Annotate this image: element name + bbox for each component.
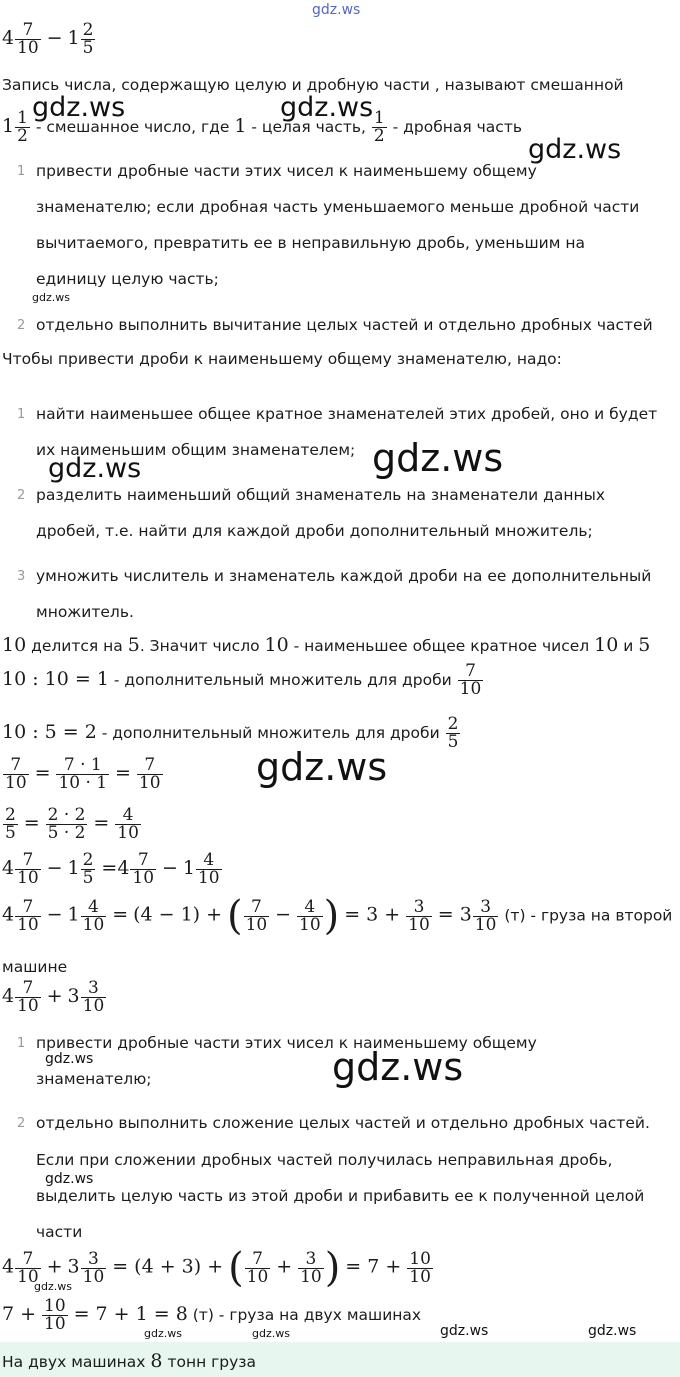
list-item-text: Если при сложении дробных частей получилась неправильная дробь, (36, 1151, 613, 1169)
watermark: gdz.ws (48, 453, 142, 484)
list-item-text: их наименьшим общим знаменателем; (36, 441, 356, 459)
expression-subtraction: 4 $\frac{7}{10}$ − 1 $\frac{2}{5}$ (2, 20, 94, 58)
list-number: 2 (17, 488, 26, 503)
watermark: gdz.ws (32, 291, 70, 304)
list-item-text: разделить наименьший общий знаменатель на знаменатели данных (36, 486, 606, 504)
watermark: gdz.ws (528, 134, 622, 165)
list-item-text: отдельно выполнить вычитание целых частей и отдельно дробных частей (36, 316, 653, 334)
equation-sum: 4 $\frac{7}{10}$ + 3 $\frac{3}{10}$ = (4 + 3) + ( $\frac{7}{10}$ + $\frac{3}{10}$ ) = 7 + $\frac{10}{10}$ (2, 1245, 431, 1291)
watermark: gdz.ws (45, 1171, 94, 1187)
watermark: gdz.ws (280, 92, 374, 123)
watermark: gdz.ws (252, 1327, 290, 1340)
watermark: gdz.ws (440, 1323, 489, 1339)
list-item-text: умножить числитель и знаменатель каждой дроби на ее дополнительный (36, 567, 652, 585)
list-item-text: части (36, 1223, 83, 1241)
equation-final: 7 + $\frac{10}{10}$ = 7 + 1 = 8 (т) - груза на двух машинах (2, 1296, 422, 1334)
second-car-label-cont: машине (2, 958, 68, 976)
list-item-text: дробей, т.е. найти для каждой дроби дополнительный множитель; (36, 522, 593, 540)
watermark: gdz.ws (588, 1323, 637, 1339)
watermark: gdz.ws (372, 436, 504, 480)
list-item-text: знаменателю; (36, 1070, 152, 1088)
mixed-number-example: 1 $\frac{1}{2}$ - смешанное число, где 1 - целая часть, $\frac{1}{2}$ - дробная часть (2, 108, 522, 146)
list-item-text: найти наименьшее общее кратное знаменателей этих дробей, оно и будет (36, 405, 658, 423)
conversion-1: $\frac{7}{10}$ = $\frac{7 \cdot 1}{10 \cdot 1}$ = $\frac{7}{10}$ (5, 755, 161, 793)
list-number: 1 (17, 164, 26, 179)
multiplier-line-2: 10 : 5 = 2 - дополнительный множитель для дроби $\frac{2}{5}$ (2, 714, 459, 752)
watermark: gdz.ws (256, 745, 388, 789)
watermark: gdz.ws (45, 1051, 94, 1067)
list-item-text: знаменателю; если дробная часть уменьшаемого меньше дробной части (36, 198, 640, 216)
conversion-2: $\frac{2}{5}$ = $\frac{2 \cdot 2}{5 \cdot 2}$ = $\frac{4}{10}$ (5, 805, 139, 843)
equation-second-car: 4 $\frac{7}{10}$ − 1 $\frac{4}{10}$ = (4 − 1) + ( $\frac{7}{10}$ − $\frac{4}{10}$ ) = 3 + $\frac{3}{10}$ = 3 $\frac{3}{10}$ (т) - груза на второй (2, 893, 673, 939)
watermark: gdz.ws (32, 92, 126, 123)
divides-line: 10 делится на 5. Значит число 10 - наименьшее общее кратное чисел 10 и 5 (2, 634, 651, 656)
list-number: 1 (17, 1036, 26, 1051)
multiplier-line-1: 10 : 10 = 1 - дополнительный множитель для дроби $\frac{7}{10}$ (2, 661, 482, 699)
list-number: 1 (17, 407, 26, 422)
list-item-text: отдельно выполнить сложение целых частей и отдельно дробных частей. (36, 1114, 650, 1132)
answer-text: На двух машинах 8 тонн груза (2, 1350, 257, 1372)
expression-addition: 4 $\frac{7}{10}$ + 3 $\frac{3}{10}$ (2, 978, 105, 1016)
list-item-text: привести дробные части этих чисел к наименьшему общему (36, 1034, 537, 1052)
watermark: gdz.ws (34, 1280, 72, 1293)
watermark: gdz.ws (144, 1327, 182, 1340)
list-number: 2 (17, 318, 26, 333)
list-number: 3 (17, 569, 26, 584)
lcd-intro: Чтобы привести дроби к наименьшему общему знаменателю, надо: (2, 350, 562, 368)
list-number: 2 (17, 1116, 26, 1131)
watermark: gdz.ws (312, 2, 361, 18)
definition-text: Запись числа, содержащую целую и дробную части , называют смешанной (2, 76, 624, 94)
list-item-text: выделить целую часть из этой дроби и прибавить ее к полученной целой (36, 1187, 645, 1205)
list-item-text: единицу целую часть; (36, 270, 219, 288)
watermark: gdz.ws (332, 1045, 464, 1089)
equation-rewrite: 4 $\frac{7}{10}$ − 1 $\frac{2}{5}$ =4 $\frac{7}{10}$ − 1 $\frac{4}{10}$ (2, 850, 220, 888)
answer-box (0, 1342, 680, 1377)
list-item-text: множитель. (36, 603, 134, 621)
list-item-text: вычитаемого, превратить ее в неправильную дробь, уменьшим на (36, 234, 586, 252)
list-item-text: привести дробные части этих чисел к наименьшему общему (36, 162, 537, 180)
